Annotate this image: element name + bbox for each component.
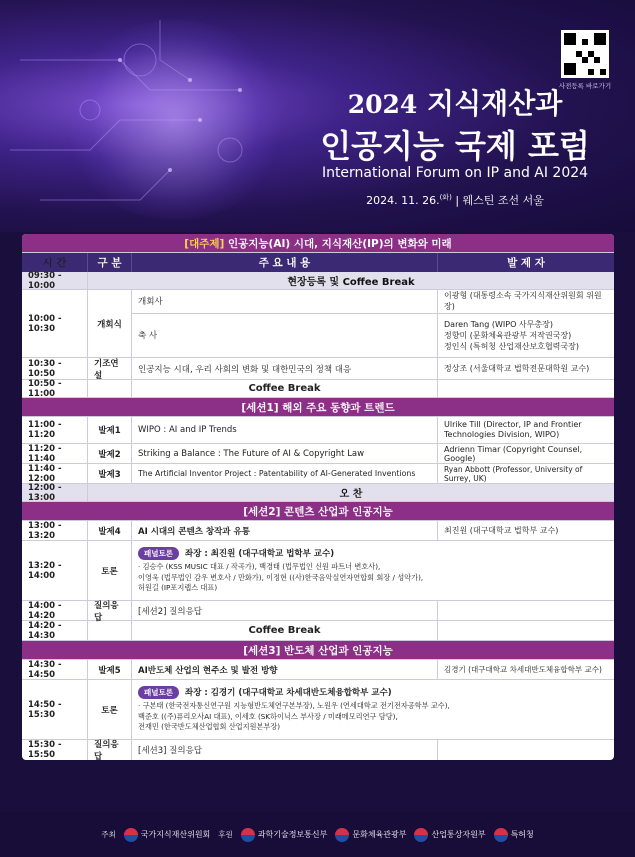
row-time: 13:00 - 13:20 [22,521,88,540]
emblem-icon [494,828,508,842]
qr-code[interactable] [561,30,609,78]
table-row [22,621,614,641]
row-content: 오 찬 [339,489,363,500]
row-content: 축 사 [132,314,438,357]
emblem-icon [335,828,349,842]
sponsor-label: 후원 [218,830,233,839]
sponsor-logo [335,828,406,842]
emblem-icon [414,828,428,842]
table-row [22,601,614,621]
row-content: The Artificial Inventor Project : Patentability of AI-Generated Inventions [132,464,438,483]
col-content: 주 요 내 용 [132,253,438,272]
row-content: [세션3] 질의응답 [132,740,438,760]
col-speaker: 발 제 자 [507,257,545,269]
panel-line: · 김승수 (KSS MUSIC 대표 / 작곡가), 백경태 (법무법인 신원 파트너 변호사), [138,562,381,572]
date-venue [290,192,620,208]
row-type: 질의응답 [88,740,132,760]
sponsor-name: 산업통상자원부 [431,830,486,839]
row-time: 14:30 - 14:50 [22,660,88,679]
theme-prefix: [대주제] [184,237,225,250]
row-time: 14:50 - 15:30 [22,680,88,739]
panel-chair: 좌장 : 김경기 (대구대학교 차세대반도체융합학부 교수) [184,688,392,699]
emblem-icon [241,828,255,842]
row-content: Striking a Balance : The Future of AI & Copyright Law [132,444,438,463]
table-row [22,680,614,740]
row-speaker: 이광형 (대통령소속 국가지식재산위원회 위원장) [444,291,602,312]
qr-caption: 사전등록 바로가기 [558,82,612,90]
row-type [88,380,132,397]
panel-chair: 좌장 : 최진원 (대구대학교 법학부 교수) [184,549,335,560]
table-row [22,541,614,601]
row-type: 기조연설 [88,358,132,379]
row-time: 10:30 - 10:50 [22,358,88,379]
subrow [132,290,614,314]
row-content: Coffee Break [132,380,438,397]
panel-line: · 구본태 (한국전자통신연구원 지능형반도체연구본부장), 노원우 (연세대학교 전기전자공학부 교수), [138,701,450,711]
row-type: 토론 [88,680,132,739]
theme-banner [22,234,614,253]
row-speaker: 김경기 (대구대학교 차세대반도체융합학부 교수) [444,665,602,674]
hero-banner [0,0,635,232]
row-speaker: Adrienn Timar (Copyright Counsel, Google) [444,444,583,463]
table-row [22,272,614,290]
row-type: 발제4 [88,521,132,540]
row-time: 13:20 - 14:00 [22,541,88,600]
row-content: WIPO : AI and IP Trends [132,417,438,443]
row-speaker [438,380,614,397]
emblem-icon [124,828,138,842]
row-content [132,541,614,600]
panel-header [138,686,392,699]
table-header [22,253,614,272]
session-2-banner: [세션2] 콘텐츠 산업과 인공지능 [22,502,614,521]
event-date: 2024. 11. 26. [366,194,440,207]
row-speaker: Ryan Abbott (Professor, University of Surrey, UK) [444,464,583,483]
row-content: 현장등록 및 Coffee Break [287,277,415,288]
sponsor-name: 과학기술정보통신부 [257,830,328,839]
panel-line: 백준호 ((주)퓨리오사AI 대표), 이세호 (SK하이닉스 부사장 / 미래메모리연구 담당), [138,711,398,721]
host-logo [124,828,211,842]
row-speaker [438,314,614,357]
row-speaker [438,417,614,443]
sponsor-logo [241,828,328,842]
row-speaker [438,601,614,620]
sponsor-logo [494,828,534,842]
panel-badge: 패널토론 [138,547,179,560]
speaker-line: 정향미 (문화체육관광부 저작권국장) [444,330,572,340]
footer [0,812,635,857]
host-name: 국가지식재산위원회 [140,830,211,839]
row-time: 12:00 - 13:00 [22,484,88,501]
panel-line: 이영욱 (법무법인 감우 변호사 / 만화가), 이정현 ((사)한국음악실연자연합회 회장 / 성악가), [138,572,424,582]
session-3-banner: [세션3] 반도체 산업과 인공지능 [22,641,614,660]
row-time: 14:00 - 14:20 [22,601,88,620]
row-time: 14:20 - 14:30 [22,621,88,640]
speaker-line: 정인식 (특허청 산업재산보호협력국장) [444,341,579,351]
col-time: 시 간 [22,253,88,272]
table-row [22,464,614,484]
row-type [88,621,132,640]
row-type: 토론 [88,541,132,600]
row-content: 인공지능 시대, 우리 사회의 변화 및 대한민국의 정책 대응 [132,358,438,379]
sponsor-name: 문화체육관광부 [352,830,407,839]
table-row [22,290,614,358]
table-row [22,521,614,541]
sponsor-logo [414,828,485,842]
row-type: 개회식 [88,290,132,357]
table-row [22,417,614,444]
qr-code-icon [564,33,606,75]
speaker-line: Ulrike Till (Director, IP and Frontier [444,420,582,429]
opening-subrows [132,290,614,357]
host-label: 주최 [101,830,116,839]
row-speaker [438,740,614,760]
row-type: 발제1 [88,417,132,443]
row-content: 개회사 [132,290,438,313]
panel-line: 허원길 (IP포지랩스 대표) [138,583,218,593]
row-content: Coffee Break [132,621,438,640]
row-type: 발제2 [88,444,132,463]
table-row [22,660,614,680]
table-row [22,484,614,502]
col-type: 구 분 [88,253,132,272]
row-type: 질의응답 [88,601,132,620]
session-1-banner: [세션1] 해외 주요 동향과 트렌드 [22,398,614,417]
event-venue: | 웨스틴 조선 서울 [455,194,544,207]
table-row [22,358,614,380]
table-row [22,740,614,760]
row-time: 11:20 - 11:40 [22,444,88,463]
row-content: AI 시대의 콘텐츠 창작과 유통 [132,521,438,540]
row-type: 발제5 [88,660,132,679]
panel-badge: 패널토론 [138,686,179,699]
program-table [22,234,614,760]
table-row [22,444,614,464]
speaker-line: Technologies Division, WIPO) [444,430,560,439]
title-line-2: 인공지능 국제 포럼 [320,127,590,165]
row-time: 10:00 - 10:30 [22,290,88,357]
row-time: 15:30 - 15:50 [22,740,88,760]
row-content: AI반도체 산업의 현주소 및 발전 방향 [132,660,438,679]
row-content [132,680,614,739]
title-line-1-text: 지식재산과 [427,87,563,120]
panel-line: 전재민 (한국반도체산업협회 산업지원본부장) [138,722,281,732]
event-day: (화) [439,193,452,202]
subtitle-english: International Forum on IP and AI 2024 [321,165,589,181]
row-time: 09:30 - 10:00 [22,272,88,289]
row-time: 11:40 - 12:00 [22,464,88,483]
row-time: 10:50 - 11:00 [22,380,88,397]
speaker-line: Daren Tang (WIPO 사무총장) [444,319,553,329]
row-speaker [438,621,614,640]
panel-header [138,547,334,560]
title-year: 2024 [347,90,418,119]
theme-text: 인공지능(AI) 시대, 지식재산(IP)의 변화와 미래 [227,237,452,250]
row-speaker: 최진원 (대구대학교 법학부 교수) [444,526,559,535]
row-content: [세션2] 질의응답 [132,601,438,620]
row-type: 발제3 [88,464,132,483]
title-line-1 [290,82,620,122]
table-row [22,380,614,398]
row-speaker: 정상조 (서울대학교 법학전문대학원 교수) [444,364,590,373]
row-time: 11:00 - 11:20 [22,417,88,443]
sponsor-name: 특허청 [510,830,534,839]
subrow [132,314,614,357]
